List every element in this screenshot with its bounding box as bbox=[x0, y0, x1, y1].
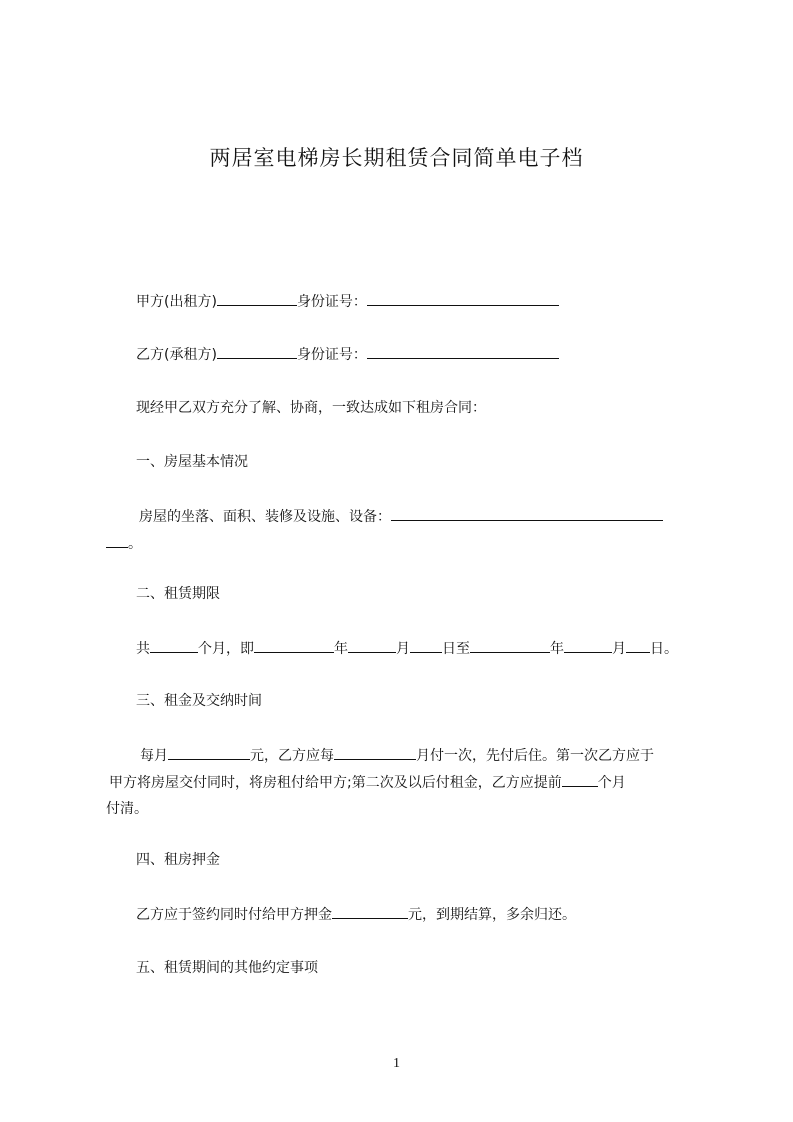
page-number: 1 bbox=[393, 1056, 400, 1071]
section1-blank bbox=[391, 506, 663, 521]
document-title: 两居室电梯房长期租赁合同简单电子档 bbox=[209, 146, 584, 170]
section2-text-3: 年 bbox=[334, 641, 348, 657]
party-b-line bbox=[136, 344, 559, 365]
party-a-id-label: 身份证号： bbox=[296, 294, 367, 310]
section2-text-2: 个月，即 bbox=[198, 641, 254, 657]
section4-text-line bbox=[136, 904, 576, 925]
party-b-label: 乙方(承租方) bbox=[136, 347, 217, 363]
section2-text-5: 日至 bbox=[442, 641, 470, 657]
section4-heading: 四、租房押金 bbox=[136, 852, 220, 868]
pay-interval-blank bbox=[334, 745, 416, 760]
start-day-blank bbox=[410, 638, 442, 653]
section4-text-1: 乙方应于签约同时付给甲方押金 bbox=[136, 907, 332, 923]
section3-text-3: 月付一次，先付后住。第一次乙方应于 bbox=[416, 748, 654, 764]
party-a-name-blank bbox=[217, 291, 297, 306]
section1-blank-continued bbox=[106, 533, 128, 548]
party-b-name-blank bbox=[217, 344, 297, 359]
end-month-blank bbox=[564, 638, 612, 653]
section3-heading: 三、租金及交纳时间 bbox=[136, 693, 262, 709]
section3-text-4: 甲方将房屋交付同时，将房租付给甲方;第二次及以后付租金，乙方应提前 bbox=[109, 775, 562, 791]
party-a-id-blank bbox=[367, 291, 559, 306]
section2-text-4: 月 bbox=[396, 641, 410, 657]
section5-heading: 五、租赁期间的其他约定事项 bbox=[136, 960, 318, 976]
section2-text-1: 共 bbox=[136, 641, 150, 657]
section2-text-8: 日。 bbox=[650, 641, 678, 657]
section1-continuation bbox=[106, 533, 142, 554]
section3-text-1: 每月 bbox=[140, 748, 168, 764]
section1-heading: 一、房屋基本情况 bbox=[136, 454, 248, 470]
monthly-rent-blank bbox=[168, 745, 250, 760]
party-b-id-label: 身份证号： bbox=[296, 347, 367, 363]
party-a-line bbox=[136, 291, 559, 312]
section1-text-line bbox=[139, 506, 663, 527]
section3-text-5: 个月 bbox=[597, 775, 626, 791]
section2-text-7: 月 bbox=[612, 641, 626, 657]
section2-text-6: 年 bbox=[550, 641, 564, 657]
section4-text-2: 元，到期结算，多余归还。 bbox=[408, 907, 576, 923]
months-blank bbox=[150, 638, 198, 653]
start-month-blank bbox=[348, 638, 396, 653]
intro-paragraph: 现经甲乙双方充分了解、协商，一致达成如下租房合同： bbox=[136, 400, 486, 416]
end-year-blank bbox=[470, 638, 550, 653]
section3-line-2 bbox=[109, 772, 626, 793]
section1-end: 。 bbox=[128, 536, 142, 552]
section3-line-1 bbox=[140, 745, 654, 766]
section2-text-line bbox=[136, 638, 678, 659]
advance-months-blank bbox=[562, 772, 598, 787]
section3-text-2: 元，乙方应每 bbox=[250, 748, 334, 764]
section3-line-3: 付清。 bbox=[106, 801, 148, 817]
start-year-blank bbox=[254, 638, 334, 653]
deposit-blank bbox=[332, 904, 408, 919]
section2-heading: 二、租赁期限 bbox=[136, 586, 220, 602]
party-a-label: 甲方(出租方) bbox=[136, 294, 217, 310]
party-b-id-blank bbox=[367, 344, 559, 359]
section1-text: 房屋的坐落、面积、装修及设施、设备： bbox=[139, 509, 391, 525]
end-day-blank bbox=[626, 638, 650, 653]
